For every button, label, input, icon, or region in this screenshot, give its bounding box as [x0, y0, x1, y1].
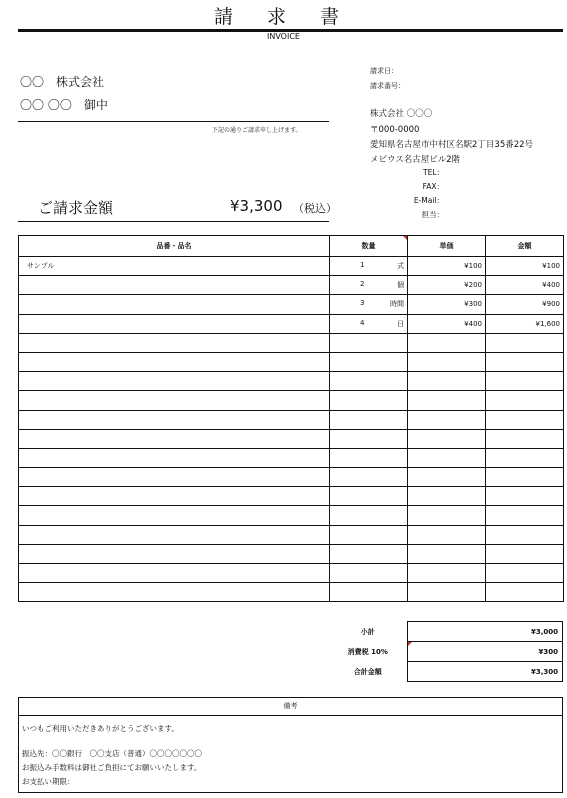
- total-label: 合計金額: [353, 667, 382, 676]
- table-row: [19, 314, 564, 333]
- billing-note: 下記の通りご請求申し上げます。: [212, 127, 302, 134]
- remarks-line-4: お支払い期限：: [22, 777, 75, 786]
- cell-item-name[interactable]: [19, 506, 330, 525]
- cell-item-name[interactable]: [19, 372, 330, 391]
- total-value: ¥3,300: [407, 662, 563, 682]
- tax-value-text: ¥300: [538, 647, 558, 656]
- totals-table: [329, 621, 563, 682]
- cell-amount[interactable]: [486, 525, 564, 544]
- amount-value: ¥3,300: [230, 197, 283, 215]
- cell-unit-price[interactable]: [408, 372, 486, 391]
- cell-unit-price[interactable]: [408, 487, 486, 506]
- cell-item-name[interactable]: [19, 276, 330, 295]
- cell-item-name[interactable]: [19, 314, 330, 333]
- cell-item-name[interactable]: [19, 448, 330, 467]
- customer-rule: [18, 121, 329, 122]
- cell-quantity[interactable]: [330, 448, 408, 467]
- cell-quantity[interactable]: [330, 391, 408, 410]
- issuer-address-1: 愛知県名古屋市中村区名駅2丁目35番22号: [370, 140, 534, 150]
- amount-tax-note: （税込）: [293, 202, 337, 215]
- invoice-date-label: 請求日：: [370, 67, 398, 75]
- cell-item-name[interactable]: [19, 295, 330, 314]
- quantity-unit: 日: [397, 319, 404, 328]
- issuer-email: E-Mail：: [413, 196, 444, 205]
- cell-amount[interactable]: [486, 564, 564, 583]
- issuer-staff: 担当：: [421, 210, 444, 219]
- table-row: [19, 276, 564, 295]
- cell-item-name[interactable]: [19, 583, 330, 602]
- cell-amount[interactable]: ¥1,600: [486, 314, 564, 333]
- cell-quantity[interactable]: [330, 468, 408, 487]
- cell-unit-price[interactable]: [408, 544, 486, 563]
- table-row: [19, 391, 564, 410]
- table-row: [19, 468, 564, 487]
- cell-unit-price[interactable]: [408, 525, 486, 544]
- subtotal-label: 小計: [360, 627, 375, 636]
- comment-marker-icon: [403, 236, 407, 240]
- cell-quantity[interactable]: [330, 257, 408, 276]
- invoice-number-label: 請求番号：: [370, 82, 405, 90]
- cell-unit-price[interactable]: ¥400: [408, 314, 486, 333]
- cell-unit-price[interactable]: [408, 410, 486, 429]
- cell-quantity[interactable]: [330, 276, 408, 295]
- cell-amount[interactable]: [486, 506, 564, 525]
- cell-unit-price[interactable]: [408, 333, 486, 352]
- cell-quantity[interactable]: [330, 314, 408, 333]
- amount-rule: [18, 221, 329, 222]
- header-item-name: 品番・品名: [19, 236, 330, 257]
- cell-item-name[interactable]: [19, 487, 330, 506]
- customer-company: 〇〇 株式会社: [20, 75, 105, 89]
- table-row: [19, 372, 564, 391]
- cell-unit-price[interactable]: [408, 429, 486, 448]
- cell-item-name[interactable]: [19, 525, 330, 544]
- header-quantity-label: 数量: [361, 242, 376, 250]
- quantity-value: 2: [360, 280, 365, 289]
- table-row: [19, 333, 564, 352]
- cell-quantity[interactable]: [330, 410, 408, 429]
- cell-unit-price[interactable]: ¥200: [408, 276, 486, 295]
- cell-item-name[interactable]: [19, 468, 330, 487]
- items-table: [18, 235, 564, 602]
- comment-marker-icon: [408, 642, 412, 646]
- table-row: [19, 525, 564, 544]
- cell-amount[interactable]: [486, 372, 564, 391]
- table-row: [19, 410, 564, 429]
- cell-amount[interactable]: [486, 429, 564, 448]
- table-header-row: [19, 236, 564, 257]
- cell-quantity[interactable]: [330, 544, 408, 563]
- issuer-postal: 〒000-0000: [370, 125, 420, 135]
- cell-unit-price[interactable]: ¥300: [408, 295, 486, 314]
- table-row: [19, 257, 564, 276]
- cell-unit-price[interactable]: [408, 564, 486, 583]
- cell-unit-price[interactable]: [408, 391, 486, 410]
- customer-person: 〇〇 〇〇 御中: [20, 98, 108, 112]
- cell-amount[interactable]: [486, 487, 564, 506]
- remarks-heading: 備考: [19, 698, 562, 716]
- table-row: [19, 506, 564, 525]
- document-title: 請 求 書: [213, 6, 354, 28]
- quantity-unit: 式: [397, 262, 404, 271]
- remarks-line-2: 振込先：〇〇銀行 〇〇支店（普通）〇〇〇〇〇〇〇: [22, 749, 202, 758]
- cell-amount[interactable]: [486, 391, 564, 410]
- quantity-value: 3: [360, 299, 365, 308]
- cell-quantity[interactable]: [330, 333, 408, 352]
- amount-label: ご請求金額: [38, 199, 114, 217]
- header-unit-price: 単価: [408, 236, 486, 257]
- cell-amount[interactable]: ¥900: [486, 295, 564, 314]
- table-row: [19, 544, 564, 563]
- quantity-value: 1: [360, 261, 365, 270]
- cell-unit-price[interactable]: ¥100: [408, 257, 486, 276]
- cell-unit-price[interactable]: [408, 468, 486, 487]
- cell-quantity[interactable]: [330, 564, 408, 583]
- tax-value: [407, 642, 563, 662]
- subtotal-row: [329, 622, 563, 642]
- cell-amount[interactable]: [486, 544, 564, 563]
- total-row: [329, 662, 563, 682]
- cell-amount[interactable]: [486, 448, 564, 467]
- cell-quantity[interactable]: [330, 525, 408, 544]
- cell-quantity[interactable]: [330, 487, 408, 506]
- quantity-unit: 個: [397, 281, 404, 290]
- table-row: [19, 448, 564, 467]
- cell-quantity[interactable]: [330, 372, 408, 391]
- header-amount: 金額: [486, 236, 564, 257]
- cell-unit-price[interactable]: [408, 448, 486, 467]
- cell-amount[interactable]: [486, 352, 564, 371]
- cell-quantity[interactable]: [330, 583, 408, 602]
- cell-amount[interactable]: [486, 410, 564, 429]
- table-row: [19, 583, 564, 602]
- table-row: [19, 429, 564, 448]
- cell-item-name[interactable]: [19, 410, 330, 429]
- header-quantity: [330, 236, 408, 257]
- table-row: [19, 564, 564, 583]
- remarks-box: [18, 697, 563, 793]
- table-row: [19, 295, 564, 314]
- quantity-unit: 時間: [390, 300, 404, 309]
- cell-item-name[interactable]: [19, 333, 330, 352]
- cell-item-name[interactable]: [19, 564, 330, 583]
- cell-quantity[interactable]: [330, 352, 408, 371]
- quantity-value: 4: [360, 318, 365, 327]
- issuer-tel: TEL：: [423, 168, 444, 177]
- cell-amount[interactable]: [486, 333, 564, 352]
- issuer-fax: FAX：: [422, 182, 444, 191]
- cell-amount[interactable]: [486, 468, 564, 487]
- remarks-line-3: お振込み手数料は御社ご負担にてお願いいたします。: [22, 763, 202, 772]
- document-subtitle: INVOICE: [267, 32, 300, 41]
- cell-item-name[interactable]: サンプル: [19, 257, 330, 276]
- cell-unit-price[interactable]: [408, 352, 486, 371]
- tax-row: [329, 642, 563, 662]
- issuer-company: 株式会社 〇〇〇: [370, 109, 433, 119]
- cell-amount[interactable]: ¥100: [486, 257, 564, 276]
- cell-amount[interactable]: ¥400: [486, 276, 564, 295]
- cell-quantity[interactable]: [330, 295, 408, 314]
- subtotal-value: ¥3,000: [407, 622, 563, 642]
- cell-item-name[interactable]: [19, 429, 330, 448]
- cell-amount[interactable]: [486, 583, 564, 602]
- cell-unit-price[interactable]: [408, 583, 486, 602]
- cell-unit-price[interactable]: [408, 506, 486, 525]
- cell-quantity[interactable]: [330, 429, 408, 448]
- table-row: [19, 352, 564, 371]
- tax-label: 消費税 10%: [347, 647, 388, 656]
- issuer-address-2: メビウス名古屋ビル2階: [370, 155, 461, 165]
- table-row: [19, 487, 564, 506]
- cell-quantity[interactable]: [330, 506, 408, 525]
- cell-item-name[interactable]: [19, 391, 330, 410]
- cell-item-name[interactable]: [19, 544, 330, 563]
- remarks-line-1: いつもご利用いただきありがとうございます。: [22, 724, 179, 733]
- cell-item-name[interactable]: [19, 352, 330, 371]
